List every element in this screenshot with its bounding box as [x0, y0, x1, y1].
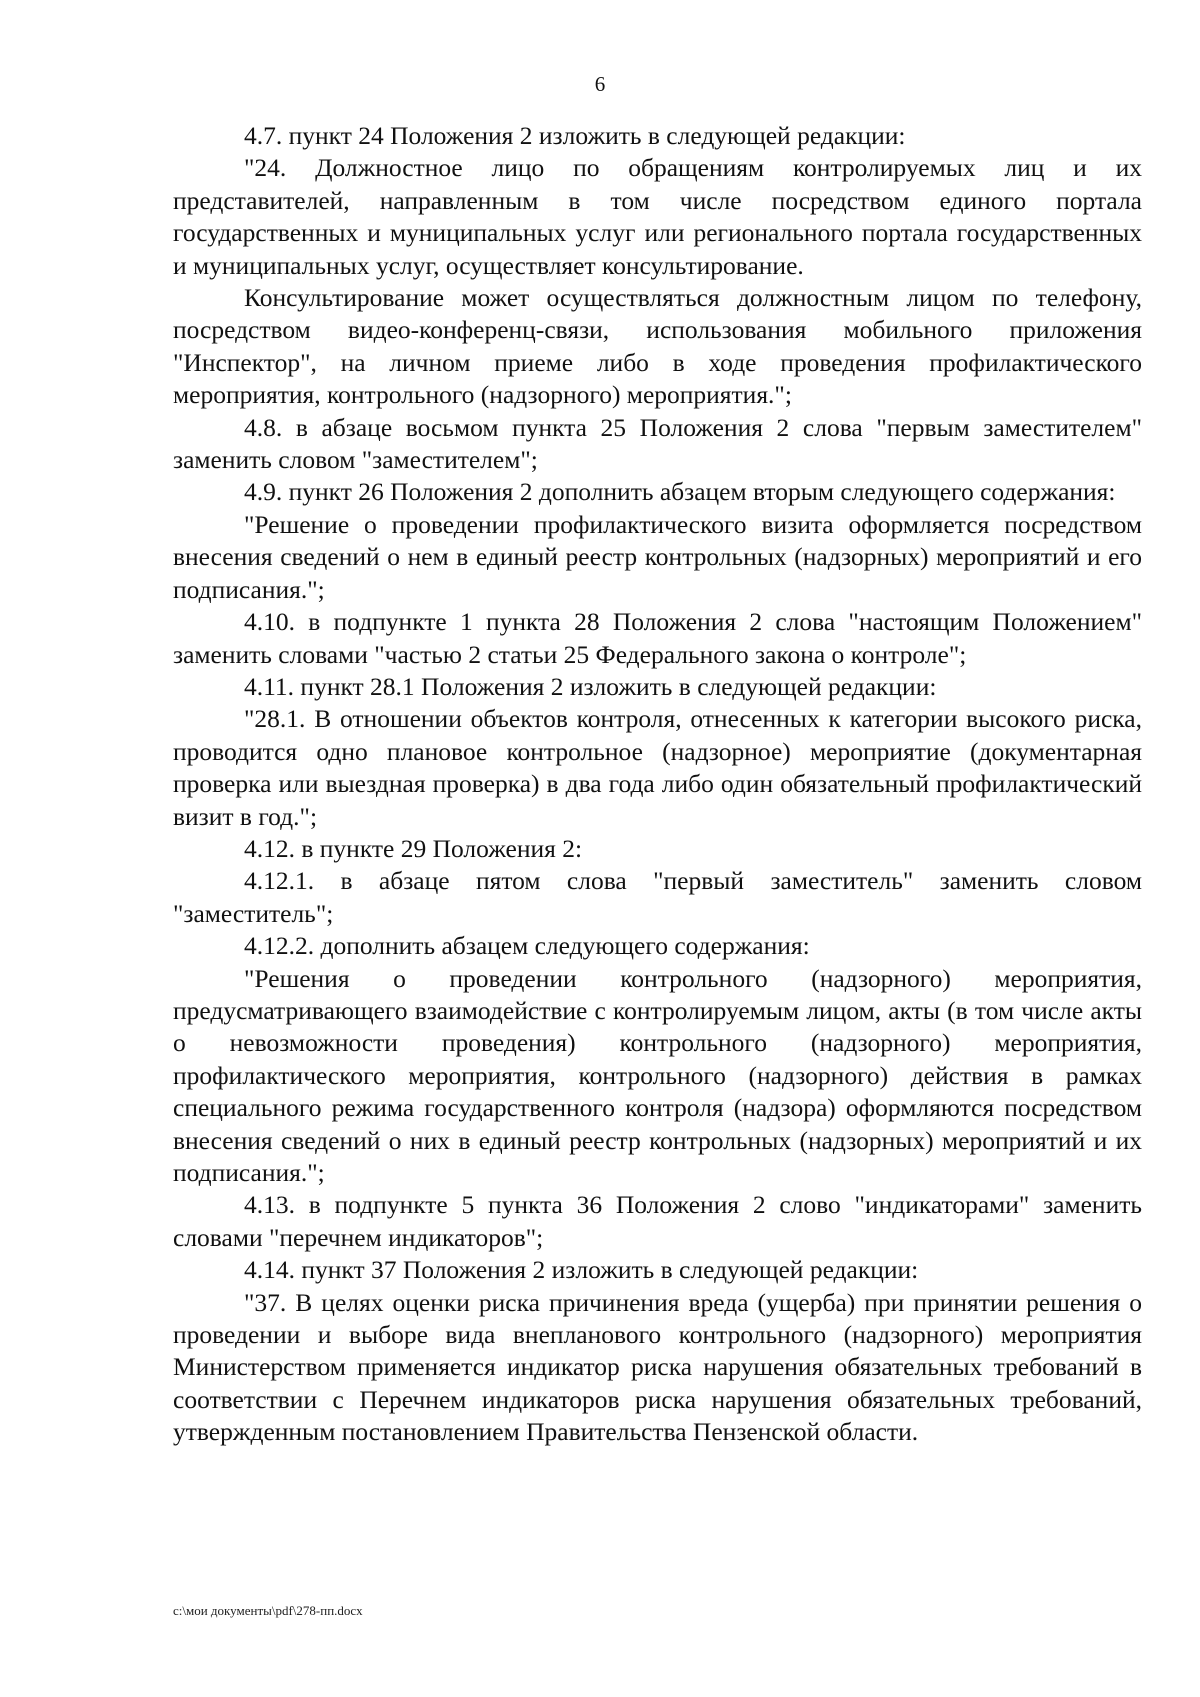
paragraph: 4.8. в абзаце восьмом пункта 25 Положения 2 слова "первым заместителем" заменить словом "заместителем";	[173, 412, 1142, 475]
paragraph: 4.12.1. в абзаце пятом слова "первый заместитель" заменить словом "заместитель";	[173, 866, 1142, 928]
page-number: 6	[594, 72, 606, 96]
paragraph: Консультирование может осуществляться должностным лицом по телефону, посредством видео-конференц-связи, использования мобильного приложения "Инспектор", на личном приеме либо в ходе проведения профилактического мероприятия, контрольного (надзорного) мероприятия.";	[173, 283, 1142, 410]
paragraph: 4.12.2. дополнить абзацем следующего содержания:	[244, 931, 810, 961]
paragraph: "28.1. В отношении объектов контроля, отнесенных к категории высокого риска, проводится одно плановое контрольное (надзорное) мероприятие (документарная проверка или выездная проверка) в два года либо один обязательный профилактический визит в год.";	[173, 704, 1142, 831]
paragraph: "Решения о проведении контрольного (надзорного) мероприятия, предусматривающего взаимодействие с контролируемым лицом, акты (в том числе акты о невозможности проведения) контрольного (надзорного) мероприятия, профилактического мероприятия, контрольного (надзорного) действия в рамках специального режима государственного контроля (надзора) оформляются посредством внесения сведений о них в единый реестр контрольных (надзорных) мероприятий и их подписания.";	[173, 963, 1142, 1187]
paragraph: 4.14. пункт 37 Положения 2 изложить в следующей редакции:	[244, 1255, 919, 1285]
paragraph: 4.7. пункт 24 Положения 2 изложить в следующей редакции:	[244, 121, 906, 150]
paragraph: "24. Должностное лицо по обращениям контролируемых лиц и их представителей, направленным в том числе посредством единого портала государственных и муниципальных услуг или регионального портала государственных и муниципальных услуг, осуществляет консультирование.	[173, 153, 1142, 280]
paragraph: 4.13. в подпункте 5 пункта 36 Положения 2 слово "индикаторами" заменить словами "перечнем индикаторов";	[173, 1190, 1142, 1252]
footer-file-path: c:\мои документы\pdf\278-пп.docx	[173, 1603, 363, 1618]
paragraph: 4.10. в подпункте 1 пункта 28 Положения 2 слова "настоящим Положением" заменить словами "частью 2 статьи 25 Федерального закона о контроле";	[173, 607, 1142, 669]
paragraph: "Решение о проведении профилактического визита оформляется посредством внесения сведений о нем в единый реестр контрольных (надзорных) мероприятий и его подписания.";	[173, 509, 1142, 604]
paragraph: 4.12. в пункте 29 Положения 2:	[244, 833, 583, 863]
paragraph: "37. В целях оценки риска причинения вреда (ущерба) при принятии решения о проведении и выборе вида внепланового контрольного (надзорного) мероприятия Министерством применяется индикатор риска нарушения обязательных требований в соответствии с Перечнем индикаторов риска нарушения обязательных требований, утвержденным постановлением Правительства Пензенской области.	[173, 1287, 1142, 1447]
paragraph: 4.9. пункт 26 Положения 2 дополнить абзацем вторым следующего содержания:	[244, 477, 1116, 507]
document-body	[173, 120, 1142, 1449]
paragraph: 4.11. пункт 28.1 Положения 2 изложить в следующей редакции:	[244, 671, 937, 701]
